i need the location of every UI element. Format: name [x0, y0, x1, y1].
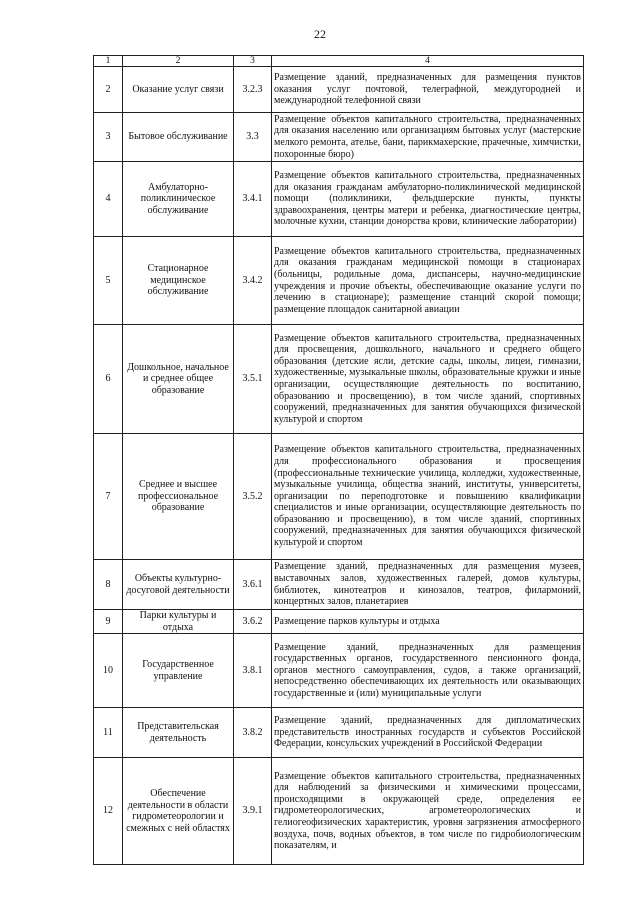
use-type-description: Размещение объектов капитального строительства, предназначенных для профессионального образования и просвещения (профессиональные технические училища, колледжи, художественные, музыкальные училища, общества знаний, институты, университеты, организации по переподготовке и повышению квалификации специалистов и иные организации, осуществляющие деятельность по образованию и просвещению), в том числе зданий, спортивных сооружений, предназначенных для занятия обучающихся физической культурой и спортом [272, 434, 584, 560]
row-number: 8 [94, 560, 123, 610]
row-number: 11 [94, 708, 123, 758]
table-row [94, 325, 584, 434]
row-number: 7 [94, 434, 123, 560]
use-type-description: Размещение зданий, предназначенных для размещения государственных органов, государственного пенсионного фонда, органов местного самоуправления, судов, а также организаций, непосредственно обеспечивающих их деятельность или оказывающих государственные и (или) муниципальные услуги [272, 634, 584, 708]
row-number: 6 [94, 325, 123, 434]
use-type-code: 3.5.2 [234, 434, 272, 560]
use-type-code: 3.8.2 [234, 708, 272, 758]
use-type-description: Размещение объектов капитального строительства, предназначенных для наблюдений за физическими и химическими процессами, происходящими в окружающей среде, определения ее гидрометеорологических, агрометеорологических и гелиогеофизических характеристик, уровня загрязнения атмосферного воздуха, почв, водных объектов, в том числе по гидробиологическим показателям, и [272, 758, 584, 865]
row-number: 4 [94, 162, 123, 237]
use-type-description: Размещение объектов капитального строительства, предназначенных для оказания населению или организациям бытовых услуг (мастерские мелкого ремонта, ателье, бани, парикмахерские, прачечные, химчистки, похоронные бюро) [272, 113, 584, 162]
table-row [94, 67, 584, 113]
table-row [94, 113, 584, 162]
use-type-name: Парки культуры и отдыха [123, 610, 234, 634]
row-number: 2 [94, 67, 123, 113]
table-row [94, 560, 584, 610]
use-type-description: Размещение зданий, предназначенных для дипломатических представительств иностранных государств и субъектов Российской Федерации, консульских учреждений в Российской Федерации [272, 708, 584, 758]
row-number: 9 [94, 610, 123, 634]
use-type-code: 3.2.3 [234, 67, 272, 113]
use-type-name: Представительская деятельность [123, 708, 234, 758]
column-number-1: 1 [94, 56, 123, 67]
row-number: 3 [94, 113, 123, 162]
use-type-name: Амбулаторно-поликлиническое обслуживание [123, 162, 234, 237]
use-type-description: Размещение зданий, предназначенных для размещения пунктов оказания услуг почтовой, телеграфной, междугородней и международной телефонной связи [272, 67, 584, 113]
table-row [94, 634, 584, 708]
row-number: 5 [94, 237, 123, 325]
table-row [94, 162, 584, 237]
row-number: 10 [94, 634, 123, 708]
use-type-name: Стационарное медицинское обслуживание [123, 237, 234, 325]
column-number-2: 2 [123, 56, 234, 67]
use-type-code: 3.6.1 [234, 560, 272, 610]
table-header-row [94, 56, 584, 67]
use-type-name: Среднее и высшее профессиональное образование [123, 434, 234, 560]
column-number-4: 4 [272, 56, 584, 67]
table-row [94, 708, 584, 758]
use-type-code: 3.3 [234, 113, 272, 162]
row-number: 12 [94, 758, 123, 865]
use-type-name: Обеспечение деятельности в области гидрометеорологии и смежных с ней областях [123, 758, 234, 865]
use-type-code: 3.4.2 [234, 237, 272, 325]
use-type-code: 3.9.1 [234, 758, 272, 865]
use-type-name: Объекты культурно-досуговой деятельности [123, 560, 234, 610]
table-row [94, 610, 584, 634]
land-use-table [93, 55, 584, 865]
use-type-name: Дошкольное, начальное и среднее общее образование [123, 325, 234, 434]
page-number: 22 [314, 27, 326, 41]
use-type-name: Государственное управление [123, 634, 234, 708]
column-number-3: 3 [234, 56, 272, 67]
table-row [94, 237, 584, 325]
use-type-code: 3.6.2 [234, 610, 272, 634]
use-type-description: Размещение парков культуры и отдыха [272, 610, 584, 634]
use-type-code: 3.8.1 [234, 634, 272, 708]
use-type-description: Размещение объектов капитального строительства, предназначенных для просвещения, дошкольного, начального и среднего общего образования (детские ясли, детские сады, школы, лицеи, гимназии, художественные, музыкальные школы, образовательные кружки и иные организации, осуществляющие деятельность по воспитанию, образованию и просвещению), в том числе зданий, спортивных сооружений, предназначенных для занятия обучающихся физической культурой и спортом [272, 325, 584, 434]
table-row [94, 758, 584, 865]
use-type-description: Размещение зданий, предназначенных для размещения музеев, выставочных залов, художественных галерей, домов культуры, библиотек, кинотеатров и кинозалов, театров, филармоний, концертных залов, планетариев [272, 560, 584, 610]
use-type-description: Размещение объектов капитального строительства, предназначенных для оказания гражданам амбулаторно-поликлинической медицинской помощи (поликлиники, фельдшерские пункты, пункты здравоохранения, центры матери и ребенка, диагностические центры, молочные кухни, станции донорства крови, клинические лаборатории) [272, 162, 584, 237]
use-type-description: Размещение объектов капитального строительства, предназначенных для оказания гражданам медицинской помощи в стационарах (больницы, родильные дома, диспансеры, научно-медицинские учреждения и прочие объекты, обеспечивающие оказание услуги по лечению в стационаре); размещение станций скорой помощи; размещение площадок санитарной авиации [272, 237, 584, 325]
use-type-code: 3.4.1 [234, 162, 272, 237]
use-type-name: Оказание услуг связи [123, 67, 234, 113]
use-type-code: 3.5.1 [234, 325, 272, 434]
table-row [94, 434, 584, 560]
use-type-name: Бытовое обслуживание [123, 113, 234, 162]
